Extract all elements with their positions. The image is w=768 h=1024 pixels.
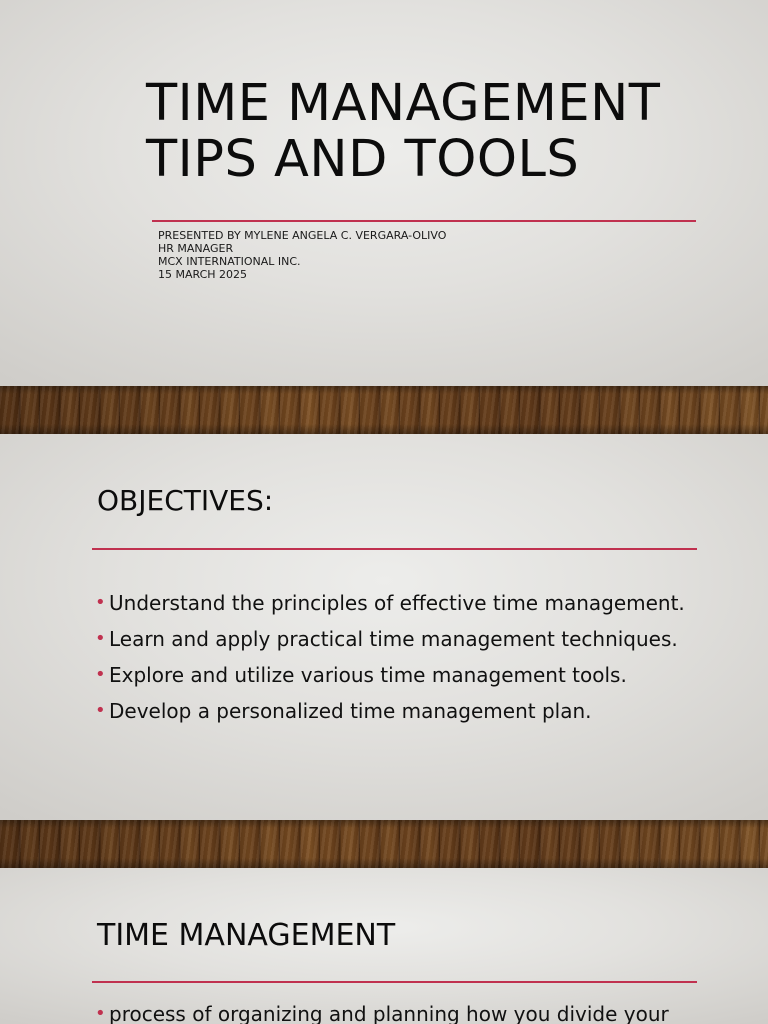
- bullet-icon: •: [95, 700, 106, 721]
- list-item-text: Develop a personalized time management plan.: [109, 699, 592, 723]
- slide-heading: TIME MANAGEMENT: [97, 918, 396, 953]
- presenter-name: PRESENTED BY MYLENE ANGELA C. VERGARA-OLIVO: [158, 229, 447, 242]
- bullet-icon: •: [95, 664, 106, 685]
- heading-divider: [92, 981, 697, 983]
- list-item: [95, 999, 735, 1024]
- wood-floor-band: [0, 386, 768, 434]
- presentation-title: [146, 76, 746, 188]
- list-item: [95, 660, 705, 690]
- list-item: [95, 624, 705, 654]
- objectives-slide: [0, 434, 768, 820]
- bullet-icon: •: [95, 1003, 106, 1024]
- list-item-text: process of organizing and planning how you divide your: [109, 1002, 669, 1024]
- list-item: [95, 588, 705, 618]
- objectives-list: [95, 588, 705, 732]
- list-item-text: Explore and utilize various time management tools.: [109, 663, 627, 687]
- presenter-role: HR MANAGER: [158, 242, 234, 255]
- bullet-icon: •: [95, 628, 106, 649]
- title-slide: [0, 0, 768, 386]
- presenter-info: [158, 229, 446, 281]
- wood-floor-band: [0, 820, 768, 868]
- list-item: [95, 696, 705, 726]
- heading-divider: [92, 548, 697, 550]
- list-item-text: Understand the principles of effective time management.: [109, 591, 685, 615]
- title-line-1: TIME MANAGEMENT: [146, 74, 661, 133]
- presentation-date: 15 MARCH 2025: [158, 268, 248, 281]
- definition-list: [95, 999, 735, 1024]
- time-management-slide: [0, 868, 768, 1024]
- slide-heading: OBJECTIVES:: [97, 484, 274, 517]
- presenter-company: MCX INTERNATIONAL INC.: [158, 255, 301, 268]
- list-item-text: Learn and apply practical time management techniques.: [109, 627, 678, 651]
- bullet-icon: •: [95, 592, 106, 613]
- title-line-2: TIPS AND TOOLS: [146, 130, 580, 189]
- title-divider: [152, 220, 696, 222]
